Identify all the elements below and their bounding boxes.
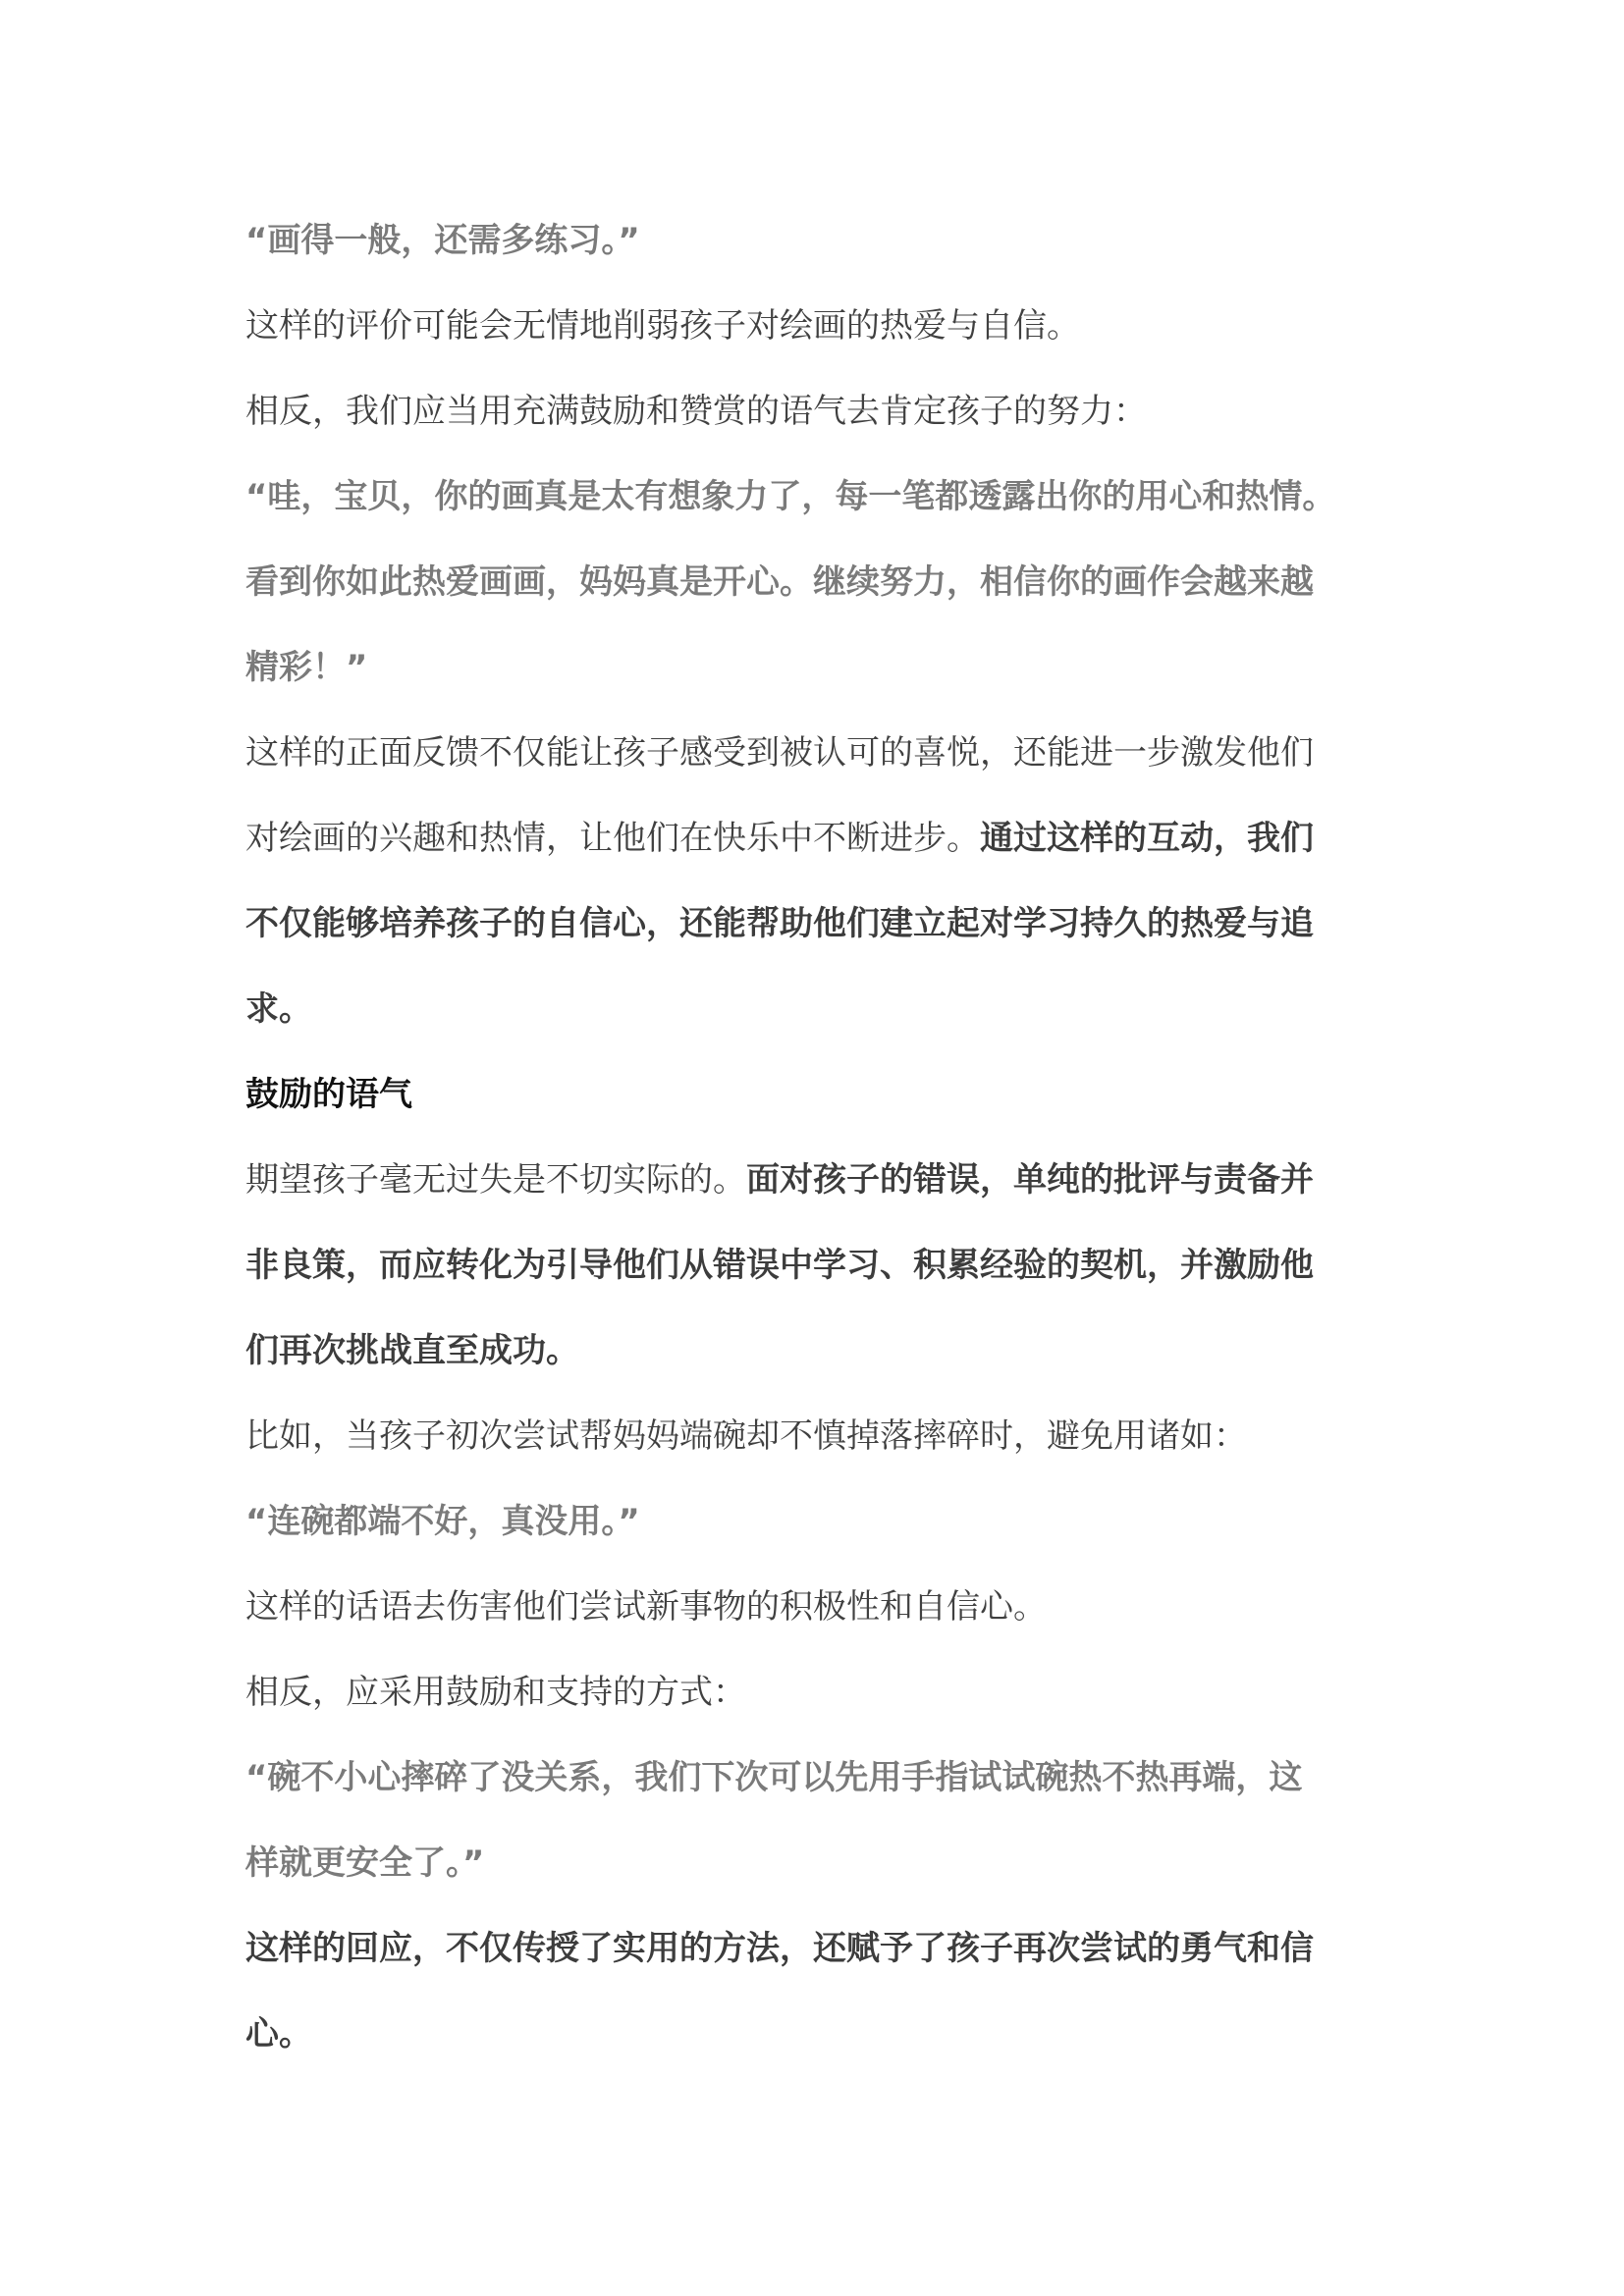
quote-line: “画得一般，还需多练习。” — [245, 221, 640, 260]
body-line: 这样的话语去伤害他们尝试新事物的积极性和自信心。 — [245, 1587, 1047, 1627]
bold-line: 们再次挑战直至成功。 — [245, 1331, 579, 1370]
bold-line: 这样的回应，不仅传授了实用的方法，还赋予了孩子再次尝试的勇气和信 — [245, 1929, 1314, 1968]
quote-line: “碗不小心摔碎了没关系，我们下次可以先用手指试试碗热不热再端，这 — [245, 1758, 1303, 1797]
bold-text: 面对孩子的错误，单纯的批评与责备并 — [746, 1160, 1314, 1200]
quote-line: 看到你如此热爱画画，妈妈真是开心。继续努力，相信你的画作会越来越 — [245, 562, 1314, 602]
bold-text: 通过这样的互动，我们 — [980, 819, 1314, 858]
bold-line: 不仅能够培养孩子的自信心，还能帮助他们建立起对学习持久的热爱与追 — [245, 904, 1314, 943]
body-line: 这样的评价可能会无情地削弱孩子对绘画的热爱与自信。 — [245, 306, 1080, 346]
quote-line: 精彩！” — [245, 648, 368, 687]
bold-line: 非良策，而应转化为引导他们从错误中学习、积累经验的契机，并激励他 — [245, 1246, 1314, 1285]
quote-line: 样就更安全了。” — [245, 1843, 485, 1883]
document-page — [245, 211, 1384, 2090]
body-text: 对绘画的兴趣和热情，让他们在快乐中不断进步。 — [245, 819, 980, 858]
body-text: 期望孩子毫无过失是不切实际的。 — [245, 1160, 746, 1200]
body-line: 相反，应采用鼓励和支持的方式： — [245, 1673, 746, 1712]
mixed-line — [245, 809, 1384, 894]
quote-line: “连碗都端不好，真没用。” — [245, 1502, 640, 1541]
section-heading: 鼓励的语气 — [245, 1075, 412, 1114]
quote-line: “哇，宝贝，你的画真是太有想象力了，每一笔都透露出你的用心和热情。 — [245, 477, 1336, 516]
body-line: 相反，我们应当用充满鼓励和赞赏的语气去肯定孩子的努力： — [245, 392, 1147, 431]
bold-line: 求。 — [245, 989, 312, 1029]
body-line: 这样的正面反馈不仅能让孩子感受到被认可的喜悦，还能进一步激发他们 — [245, 733, 1314, 773]
mixed-line — [245, 1150, 1384, 1236]
body-line: 比如，当孩子初次尝试帮妈妈端碗却不慎掉落摔碎时，避免用诸如： — [245, 1416, 1247, 1456]
bold-line: 心。 — [245, 2014, 312, 2054]
